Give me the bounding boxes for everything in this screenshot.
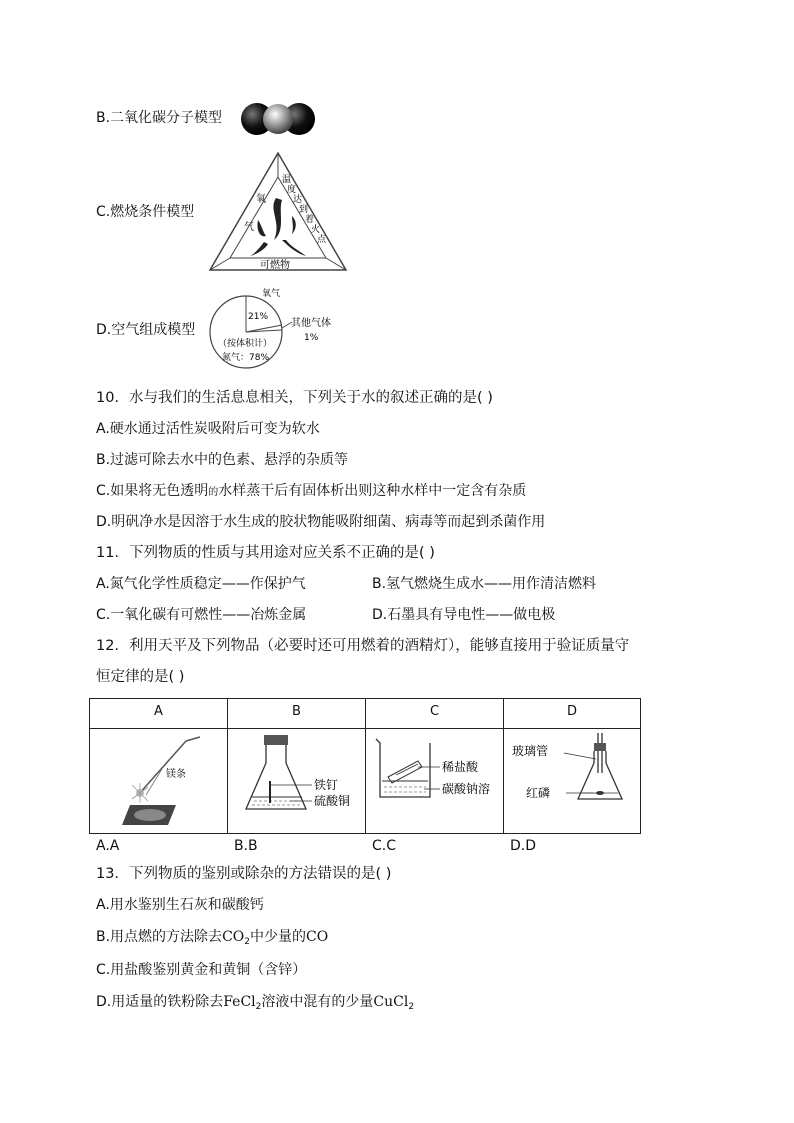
q10-option-a (96, 419, 320, 439)
q13-stem-text: 13．下列物质的鉴别或除杂的方法错误的是( ) (96, 866, 392, 882)
q13-option-b-mid: 中少量的 (250, 929, 306, 945)
fire-triangle-temp-label-6: 火 (311, 225, 321, 235)
q13-option-d-formula2: CuCl (373, 994, 409, 1010)
pie-nitrogen-label: 氮气：78% (222, 353, 270, 363)
q13-option-a-text: A.用水鉴别生石灰和碳酸钙 (96, 897, 264, 913)
q12-answer-c (372, 836, 396, 856)
co2-molecule-model (240, 100, 316, 138)
q13-option-d-formula1: FeCl (223, 994, 256, 1010)
q12-stem-line1 (96, 636, 629, 656)
q13-option-d-formula2-sub: 2 (408, 1002, 415, 1012)
q10-option-b (96, 450, 348, 470)
cell-b-label-copper-sulfate: 硫酸铜 (314, 794, 351, 808)
table-header-d: D (504, 699, 640, 729)
fire-triangle-fuel-label: 可燃物 (260, 260, 290, 271)
q13-option-d-mid: 溶液中混有的少量 (261, 994, 374, 1010)
q13-stem (96, 864, 391, 884)
fire-triangle-temp-label-4: 到 (299, 205, 309, 215)
q12-stem-text1: 12．利用天平及下列物品（必要时还可用燃着的酒精灯），能够直接用于验证质量守 (96, 638, 630, 654)
q13-option-d-formula1-sub: 2 (255, 1002, 262, 1012)
q11-option-b-text: B.氢气燃烧生成水——用作清洁燃料 (372, 576, 597, 592)
fire-triangle-oxygen-label-2: 气 (244, 222, 254, 233)
q12-answer-a (96, 836, 119, 856)
fire-triangle-temp-label-7: 点 (317, 235, 327, 245)
q9-option-c (96, 202, 194, 222)
q10-option-c-pre: C.如果将无色透明 (96, 483, 209, 499)
cell-b-flask-illustration (240, 735, 360, 829)
q10-stem (96, 388, 493, 408)
q13-option-c-text: C.用盐酸鉴别黄金和黄铜（含锌） (96, 962, 307, 978)
cell-a-magnesium-illustration (110, 733, 222, 829)
q12-stem-text2: 恒定律的是( ) (96, 669, 185, 685)
pie-oxygen-pct: 21% (248, 312, 269, 322)
cell-c-label-acid: 稀盐酸 (442, 760, 479, 774)
q10-option-d (96, 512, 545, 532)
q11-option-d (372, 605, 555, 625)
q12-answer-d-text: D.D (510, 838, 537, 854)
table-header-a: A (90, 699, 227, 729)
pie-other-pct: 1% (304, 333, 319, 343)
q9-option-d (96, 320, 195, 340)
q9-option-d-text: D.空气组成模型 (96, 322, 196, 338)
q11-option-a (96, 574, 306, 594)
pie-other-label: 其他气体 (291, 318, 331, 329)
q12-answer-b-text: B.B (234, 838, 258, 854)
cell-d-flask-illustration (510, 733, 638, 807)
q12-answer-b (234, 836, 258, 856)
q11-option-a-text: A.氮气化学性质稳定——作保护气 (96, 576, 306, 592)
q13-option-d-pre: D.用适量的铁粉除去 (96, 994, 224, 1010)
q10-option-a-text: A.硬水通过活性炭吸附后可变为软水 (96, 421, 320, 437)
q13-option-c (96, 960, 306, 980)
pie-oxygen-label: 氧气 (262, 289, 281, 299)
q9-option-b-text: B.二氧化碳分子模型 (96, 110, 223, 126)
q11-option-c-text: C.一氧化碳有可燃性——冶炼金属 (96, 607, 307, 623)
cell-d-label-red-phosphorus: 红磷 (526, 786, 551, 800)
q12-stem-line2 (96, 667, 184, 687)
q13-option-b-formula1-sub: 2 (244, 937, 250, 947)
q13-option-b-formula2: CO (306, 929, 329, 945)
q10-option-c (96, 481, 526, 503)
combustion-triangle-diagram (206, 150, 350, 274)
q13-option-d (96, 992, 414, 1017)
air-composition-pie (206, 284, 346, 376)
pie-basis-label: （按体积计） (218, 339, 273, 349)
q11-option-d-text: D.石墨具有导电性——做电极 (372, 607, 556, 623)
q13-option-b (96, 927, 328, 952)
q10-option-d-text: D.明矾净水是因溶于水生成的胶状物能吸附细菌、病毒等而起到杀菌作用 (96, 514, 546, 530)
q10-stem-text: 10．水与我们的生活息息相关，下列关于水的叙述正确的是( ) (96, 390, 493, 406)
q11-stem-text: 11．下列物质的性质与其用途对应关系不正确的是( ) (96, 545, 435, 561)
q13-option-a (96, 895, 264, 915)
q13-option-b-formula1: CO (222, 929, 245, 945)
q10-option-c-small: 的 (208, 487, 219, 498)
fire-triangle-temp-label-3: 达 (293, 195, 303, 205)
cell-c-label-sodium-carbonate: 碳酸钠溶 (442, 782, 491, 796)
fire-triangle-temp-label: 温 (282, 175, 292, 185)
q9-option-b (96, 108, 222, 128)
fire-triangle-oxygen-label: 氧 (256, 194, 266, 205)
q13-option-b-pre: B.用点燃的方法除去 (96, 929, 223, 945)
cell-b-label-nail: 铁钉 (314, 778, 339, 792)
fire-triangle-temp-label-5: 着 (305, 215, 315, 225)
q12-answer-d (510, 836, 536, 856)
q12-answer-a-text: A.A (96, 838, 120, 854)
q11-option-c (96, 605, 306, 625)
q12-answer-c-text: C.C (372, 838, 397, 854)
q11-stem (96, 543, 435, 563)
table-header-c: C (366, 699, 503, 729)
table-header-b: B (228, 699, 365, 729)
q9-option-c-text: C.燃烧条件模型 (96, 204, 195, 220)
cell-d-label-glass-tube: 玻璃管 (512, 744, 549, 758)
fire-triangle-temp-label-2: 度 (287, 185, 297, 195)
q10-option-b-text: B.过滤可除去水中的色素、悬浮的杂质等 (96, 452, 349, 468)
q12-table (89, 698, 641, 834)
cell-a-label: 镁条 (166, 769, 186, 780)
cell-c-beaker-illustration (374, 737, 500, 807)
q10-option-c-post: 水样蒸干后有固体析出则这种水样中一定含有杂质 (218, 483, 527, 499)
q11-option-b (372, 574, 596, 594)
